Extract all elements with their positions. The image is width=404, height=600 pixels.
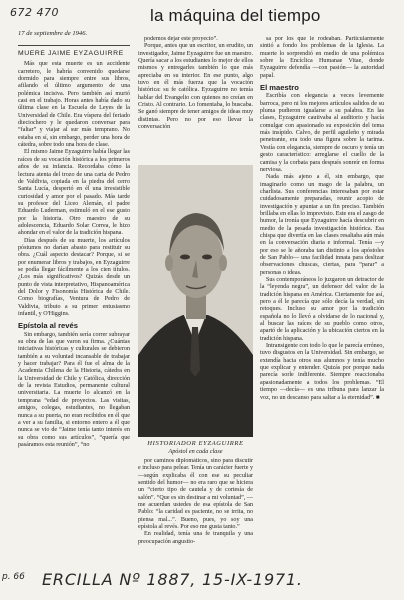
paragraph: Más que esta muerte es un accidente carretero, le habría convenido quedarse dormido para siempre entre sus libros, afilando el último argumento de una polémica incisiva. Pero también así murió casi en el trabajo. Horas antes había dado su última clase en la Escuela de Leyes de la Universidad de Chile. Era víspera del feriado dieciochero y le quedaron conversar para “faltar” y viajar al sur más temprano. No estaba en sí, sin embargo, perder una hora de cátedra, sobre todo una hora de clase. [18, 61, 130, 149]
paragraph: Porque, antes que un escritor, un erudito, un investigador, Jaime Eyzaguirre fue un maestro. Quería sacar a los estudiantes lo mejor de ellos mismos y entregarles también lo que más apreciaba en su interior. En ese punto, algo tuvo en él más fuerza que la vocación histórica: su fe católica. Eyzaguirre no temía hablar del Evangelio con quienes no creían en Cristo. Al contrario. Lo fomentaba, lo buscaba. Se ganó siempre de tener amigos de ideas muy distintas. Pero no por eso llevar la conversación [138, 43, 253, 131]
photo-caption-title: HISTORIADOR EYZAGUIRRE [147, 440, 244, 447]
paragraph: Intransigente con todo lo que le parecía erróneo, tuvo disgustos en la Universidad. Sin embargo, se extendía hacia otros sus alumnos y tenía mucho que explicar y entender. Quizás por porque nada parecía sorle indiferente. Siempre reaccionaba apasionadamente a todos los problemas. “El tiempo —decía— es una tribuna para lanzar la voz, no un descanso para saltar a la eternidad”. ■ [260, 343, 384, 401]
paragraph: Escribía con elegancia a veces levemente barroca, pero ni los mejores artículos salidos de su pluma pudieron igualarse a su palabra. En las clases, Eyzaguirre cautivaba al auditorio y hacía comulgar con apasionado su exposición del tema más insípido. Calvo, de perfil aguileño y mirada penetrante, era todo una figura sobre la tarima. Vestía con elegancia, siempre de oscuro y tenía un gesto característico: arreglarse el cuello de la camisa y la corbata para después sonreír en forma nerviosa. [260, 93, 384, 173]
divider [18, 45, 130, 46]
section-heading: Epístola al revés [18, 321, 78, 331]
portrait-photo [138, 165, 253, 437]
column-2-bottom [138, 458, 253, 562]
paragraph: El mismo Jaime Eyzaguirre había llegar las raíces de su vocación histórica a los primeros años de su infancia. Recordaba cómo la lectura atenta del trozo de una carta de Pedro de Valdivia, copiada en la piedra del cerro Santa Lucía, despertó en él una irresistible curiosidad y amor por el pasado. Más tarde su profesor del Liceo Alemán, el padre Eduardo Luderman, estimuló en el ese gusto por la historia. Otro maestro de su adolescencia, Eduardo Solar Correa, le hizo ahondar en el valor de la tradición hispana. [18, 149, 130, 237]
paragraph: Días después de su muerte, los artículos póstumos no darían abasto para restituir su obra. ¿Cuál aspecto destacar? Porque, si se por enumerar libros y trabajos, en Eyzaguirre se podía llegar fácilmente a los cien títulos. ¿Los más significativos? Quizás desde un punto de vista interpretativo, Hispanoamérica del Dolor y Fisonomía Histórica de Chile. Como biografías, Ventura de Pedro de Valdivia, tributo a su primer entusiasmo infantil, y O'Higgins. [18, 237, 130, 318]
paragraph: Sin embargo, también sería correr subrayar su obra de las que varon su firma. ¿Cuántas iniciativas históricas y culturales se debieron también a su voluntad incansable de trabajar y hacer trabajar? Para él fue el alma de la Academia Chilena de la Historia, cátedra en la Universidad de Chile y Católica, dirección de la revista Estudios, permanente cultural universitaria. La muerte lo alcanzó en la temprana “edad de proyectos. Las visitas, amigos, colegas, estudiantes, no llegaban nunca a su puerta, no eran recibidos en él que a ver a su familia, si entorno entero a él que nunca se vio de “Jaime tenía tanto interés en su obra como sus artículos”, “quería que pasáramos esta reunión”, “no [18, 331, 130, 448]
masthead: la máquina del tiempo [150, 6, 321, 25]
article-headline: MUERE JAIME EYZAGUIRRE [18, 50, 124, 57]
handwritten-reference: 672 470 [10, 6, 59, 19]
paragraph: podemos dejar este proyecto”. [144, 36, 218, 42]
paragraph: sa por los que le rodeaban. Particularmente sintió a fondo los problemas de la Iglesia. La muerte lo sorprendió en medio de una polémica sobre la Encíclica Humanae Vitae, donde Eyzaguirre defendía —con pasión— la autoridad papal. [260, 36, 384, 79]
paragraph: por caminos diplomáticos, sino para discutir e incluso para pelear. Tenía un carácter fuerte y —según explicaba él con ese su peculiar sentido del humor— no era raro que se hiciera un “cierto tipo de cautela y de cortesía de salón”. “Que es sin destinar a mi voluntad”, —me acuerdan ustedes de esa epístola de San Pablo: “la caridad es paciente, no se irrita, no piensa mal...”. Bueno, pues, yo soy una epístola al revés. Por eso me gusta tanto.” [138, 458, 253, 531]
section-heading: El maestro [260, 83, 299, 93]
column-1 [18, 42, 130, 562]
paragraph: Nada más ajeno a él, sin embargo, que imaginarlo como un mago de la palabra, un charlista. Sus conferencias interesaban por estar cuidadosamente preparadas, reunir acopio de investigación y apuntar a un fin preciso. También brillaba en ellas lo imprevisto. Este era el zasgo de humor, la ironía que Eyzaguirre hacía descubrir en medio de la pesada investigación histórica. Esa chispa que divertía en las clases resaltaba aún más en la conversación diaria e informal. Tenía —y por eso se le añoraba tan distinto a los apóstoles de San Pablo— una facilidad innata para deslizar observaciones chuscas, ciertas, para “parar” a personas o ideas. [260, 174, 384, 276]
column-3 [260, 36, 384, 562]
paragraph: Sus contemporáneos lo juzgaron un detractor de la “leyenda negra”, un defensor del valor de la tradición hispana en América. Ciertamente fue así, pero a él le parecía que sólo decía la verdad, sin retoques. Incluso su amor por la tradición española no lo llevó a olvidarse de lo nacional y, al buscar las raíces de su pueblo como otros, apartó de la aplicación y la ubicación ciertos en la tradición hispana. [260, 277, 384, 342]
photo-caption-subtitle: Apóstol en cada clase [168, 448, 223, 455]
paragraph: En realidad, tenía una fe tranquila y una preocupación angustio- [138, 531, 253, 545]
handwritten-citation: ERCILLA Nº 1887, 15-IX-1971. [42, 570, 303, 589]
column-2-top [138, 36, 253, 161]
portrait-illustration [138, 165, 253, 437]
article-date: 17 de septiembre de 1946. [18, 30, 88, 37]
handwritten-page-number: p. 66 [2, 572, 25, 582]
